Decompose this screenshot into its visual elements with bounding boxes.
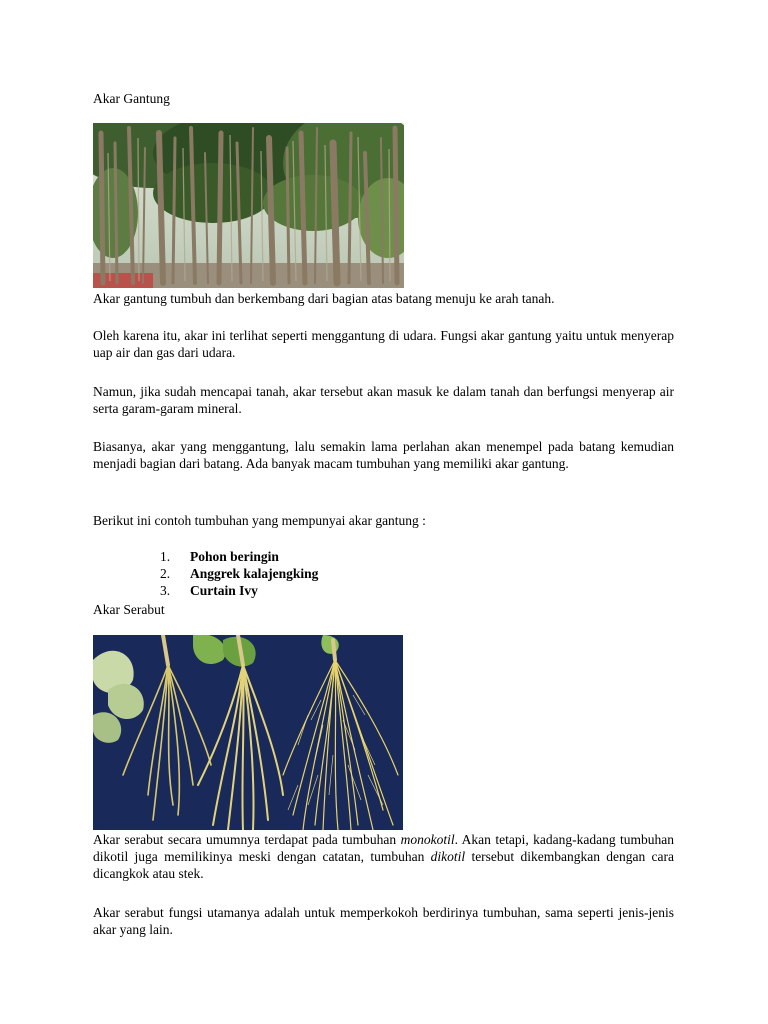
paragraph-6: Akar serabut secara umumnya terdapat pada tumbuhan monokotil. Akan tetapi, kadang-kadang tumbuhan dikotil juga memilikinya meski dengan catatan, tumbuhan dikotil tersebut dikembangkan dengan cara dicangkok atau stek. [93, 832, 674, 881]
heading-akar-serabut: Akar Serabut [93, 602, 165, 617]
list-item: 1. Pohon beringin [160, 549, 279, 564]
paragraph-4: Biasanya, akar yang menggantung, lalu semakin lama perlahan akan menempel pada batang kemudian menjadi bagian dari batang. Ada banyak macam tumbuhan yang memiliki akar gantung. [93, 439, 674, 471]
paragraph-7: Akar serabut fungsi utamanya adalah untuk memperkokoh berdirinya tumbuhan, sama seperti jenis-jenis akar yang lain. [93, 905, 674, 937]
banyan-tree-photo [93, 123, 404, 288]
list-item: 3. Curtain Ivy [160, 583, 258, 598]
list-item: 2. Anggrek kalajengking [160, 566, 319, 581]
image-akar-gantung [93, 123, 404, 288]
paragraph-5: Berikut ini contoh tumbuhan yang mempunyai akar gantung : [93, 513, 426, 528]
paragraph-1: Akar gantung tumbuh dan berkembang dari bagian atas batang menuju ke arah tanah. [93, 291, 555, 306]
heading-akar-gantung: Akar Gantung [93, 91, 170, 106]
image-akar-serabut [93, 635, 403, 830]
paragraph-2: Oleh karena itu, akar ini terlihat seperti menggantung di udara. Fungsi akar gantung yaitu untuk menyerap uap air dan gas dari udara. [93, 328, 674, 360]
fibrous-roots-photo [93, 635, 403, 830]
species-list [150, 548, 318, 599]
paragraph-3: Namun, jika sudah mencapai tanah, akar tersebut akan masuk ke dalam tanah dan berfungsi menyerap air serta garam-garam mineral. [93, 384, 674, 416]
